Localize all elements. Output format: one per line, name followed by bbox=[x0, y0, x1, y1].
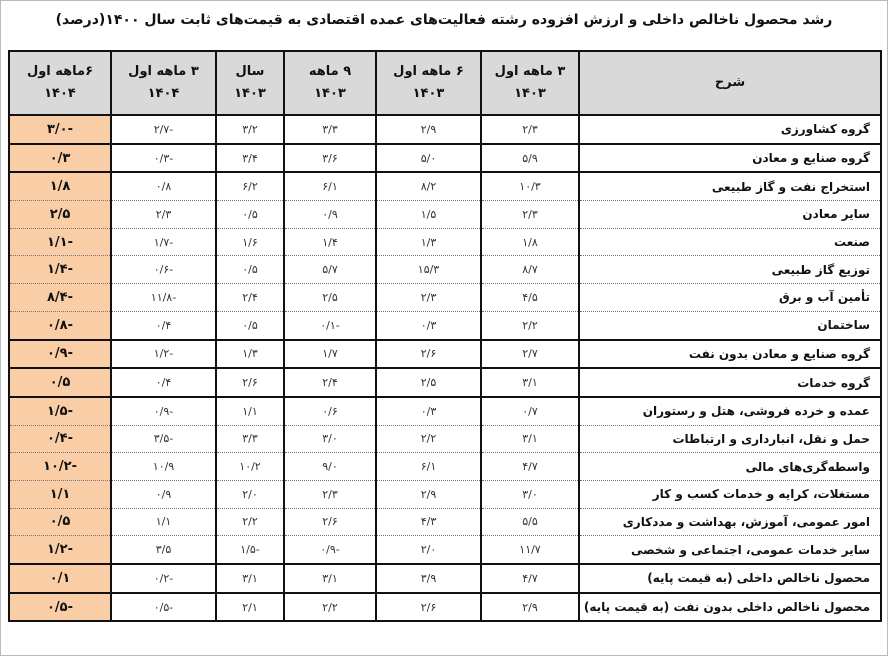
value-cell: ۳/۲ bbox=[216, 115, 284, 144]
value-cell: ۲/۲ bbox=[284, 593, 376, 622]
value-cell: ۰/۸ bbox=[111, 172, 216, 200]
table-row bbox=[9, 284, 881, 312]
row-label: حمل و نقل، انبارداری و ارتباطات bbox=[579, 425, 881, 453]
value-cell: -۱/۴ bbox=[9, 256, 111, 284]
column-header bbox=[579, 51, 881, 115]
row-label: گروه خدمات bbox=[579, 368, 881, 397]
row-label: توزیع گاز طبیعی bbox=[579, 256, 881, 284]
value-cell: ۱/۱ bbox=[111, 508, 216, 536]
value-cell: ۳/۴ bbox=[216, 144, 284, 173]
value-cell: ۹/۰ bbox=[284, 453, 376, 481]
value-cell: ۰/۱ bbox=[9, 564, 111, 593]
value-cell: -۰/۵ bbox=[111, 593, 216, 622]
value-cell: -۱/۵ bbox=[9, 397, 111, 425]
value-cell: ۰/۳ bbox=[376, 311, 481, 339]
row-label: مستغلات، کرایه و خدمات کسب و کار bbox=[579, 480, 881, 508]
value-cell: ۰/۶ bbox=[284, 397, 376, 425]
table-row bbox=[9, 340, 881, 369]
value-cell: ۶/۲ bbox=[216, 172, 284, 200]
value-cell: -۱۰/۲ bbox=[9, 453, 111, 481]
header-year: ۱۴۰۳ bbox=[412, 86, 445, 101]
value-cell: ۲/۶ bbox=[376, 340, 481, 369]
value-cell: ۲/۶ bbox=[216, 368, 284, 397]
value-cell: ۴/۷ bbox=[481, 453, 579, 481]
table-row bbox=[9, 536, 881, 564]
value-cell: ۲/۴ bbox=[284, 368, 376, 397]
row-label: سایر معادن bbox=[579, 201, 881, 229]
table-title: رشد محصول ناخالص داخلی و ارزش افزوده رشته فعالیت‌های عمده اقتصادی به قیمت‌های ثابت سال ۱۴۰۰(درصد) bbox=[55, 12, 833, 28]
value-cell: -۱/۷ bbox=[111, 228, 216, 256]
value-cell: -۱/۵ bbox=[216, 536, 284, 564]
value-cell: ۱/۸ bbox=[9, 172, 111, 200]
value-cell: ۱/۸ bbox=[481, 228, 579, 256]
row-label: گروه صنایع و معادن بدون نفت bbox=[579, 340, 881, 369]
value-cell: ۲/۵ bbox=[284, 284, 376, 312]
value-cell: ۱۰/۹ bbox=[111, 453, 216, 481]
value-cell: -۰/۳ bbox=[111, 144, 216, 173]
table-row bbox=[9, 453, 881, 481]
value-cell: ۲/۵ bbox=[9, 201, 111, 229]
value-cell: -۱/۲ bbox=[9, 536, 111, 564]
value-cell: ۲/۰ bbox=[376, 536, 481, 564]
table-row bbox=[9, 311, 881, 339]
value-cell: ۳/۰ bbox=[284, 425, 376, 453]
header-line-1: ۹ ماهه bbox=[308, 64, 352, 79]
header-line-1: ۶ماهه اول bbox=[26, 64, 94, 79]
table-row bbox=[9, 115, 881, 144]
value-cell: ۰/۵ bbox=[9, 508, 111, 536]
value-cell: ۲/۲ bbox=[376, 425, 481, 453]
value-cell: ۲/۴ bbox=[216, 284, 284, 312]
gdp-growth-table bbox=[8, 50, 882, 622]
row-label: واسطه‌گری‌های مالی bbox=[579, 453, 881, 481]
value-cell: ۲/۳ bbox=[376, 284, 481, 312]
header-year: ۱۴۰۴ bbox=[147, 86, 180, 101]
value-cell: -۰/۶ bbox=[111, 256, 216, 284]
value-cell: ۵/۷ bbox=[284, 256, 376, 284]
value-cell: ۲/۹ bbox=[376, 115, 481, 144]
value-cell: ۴/۷ bbox=[481, 564, 579, 593]
header-line-1: شرح bbox=[714, 75, 746, 90]
value-cell: ۳/۹ bbox=[376, 564, 481, 593]
value-cell: ۰/۴ bbox=[111, 368, 216, 397]
value-cell: ۵/۰ bbox=[376, 144, 481, 173]
table-row bbox=[9, 593, 881, 622]
value-cell: ۳/۳ bbox=[284, 115, 376, 144]
value-cell: ۴/۳ bbox=[376, 508, 481, 536]
header-year: ۱۴۰۳ bbox=[514, 86, 546, 101]
row-label: گروه کشاورزی bbox=[579, 115, 881, 144]
value-cell: -۱/۱ bbox=[9, 228, 111, 256]
table-row bbox=[9, 564, 881, 593]
header-line-1: سال bbox=[235, 64, 265, 79]
value-cell: -۰/۴ bbox=[9, 425, 111, 453]
value-cell: ۲/۲ bbox=[216, 508, 284, 536]
row-label: عمده و خرده فروشی، هتل و رستوران bbox=[579, 397, 881, 425]
value-cell: ۲/۳ bbox=[481, 115, 579, 144]
value-cell: ۳/۱ bbox=[481, 425, 579, 453]
value-cell: ۱/۱ bbox=[9, 480, 111, 508]
value-cell: ۳/۱ bbox=[284, 564, 376, 593]
value-cell: ۰/۵ bbox=[216, 311, 284, 339]
value-cell: ۰/۹ bbox=[111, 480, 216, 508]
value-cell: ۲/۳ bbox=[284, 480, 376, 508]
value-cell: -۱۱/۸ bbox=[111, 284, 216, 312]
row-label: محصول ناخالص داخلی بدون نفت (به قیمت پایه) bbox=[579, 593, 881, 622]
value-cell: -۳/۰ bbox=[9, 115, 111, 144]
table-row bbox=[9, 228, 881, 256]
value-cell: ۱/۱ bbox=[216, 397, 284, 425]
value-cell: ۳/۱ bbox=[481, 368, 579, 397]
value-cell: -۳/۵ bbox=[111, 425, 216, 453]
column-header bbox=[9, 51, 111, 115]
value-cell: -۸/۴ bbox=[9, 284, 111, 312]
column-header bbox=[284, 51, 376, 115]
header-line-1: ۶ ماهه اول bbox=[393, 64, 464, 79]
value-cell: ۱/۵ bbox=[376, 201, 481, 229]
value-cell: ۲/۷ bbox=[481, 340, 579, 369]
table-row bbox=[9, 144, 881, 173]
value-cell: ۱/۳ bbox=[376, 228, 481, 256]
table-row bbox=[9, 397, 881, 425]
value-cell: ۰/۴ bbox=[111, 311, 216, 339]
header-line-1: ۳ ماهه اول bbox=[494, 64, 566, 79]
value-cell: -۱/۲ bbox=[111, 340, 216, 369]
value-cell: ۰/۹ bbox=[284, 201, 376, 229]
row-label: صنعت bbox=[579, 228, 881, 256]
table-row bbox=[9, 201, 881, 229]
value-cell: -۰/۵ bbox=[9, 593, 111, 622]
value-cell: ۶/۱ bbox=[284, 172, 376, 200]
value-cell: ۰/۳ bbox=[376, 397, 481, 425]
value-cell: -۰/۹ bbox=[111, 397, 216, 425]
row-label: تأمین آب و برق bbox=[579, 284, 881, 312]
value-cell: ۴/۵ bbox=[481, 284, 579, 312]
value-cell: ۱۰/۳ bbox=[481, 172, 579, 200]
header-line-1: ۳ ماهه اول bbox=[128, 64, 199, 79]
value-cell: -۰/۸ bbox=[9, 311, 111, 339]
value-cell: ۳/۱ bbox=[216, 564, 284, 593]
row-label: محصول ناخالص داخلی (به قیمت پایه) bbox=[579, 564, 881, 593]
value-cell: ۲/۰ bbox=[216, 480, 284, 508]
value-cell: ۳/۵ bbox=[111, 536, 216, 564]
value-cell: ۸/۲ bbox=[376, 172, 481, 200]
value-cell: ۰/۷ bbox=[481, 397, 579, 425]
value-cell: ۵/۹ bbox=[481, 144, 579, 173]
row-label: گروه صنایع و معادن bbox=[579, 144, 881, 173]
value-cell: ۲/۱ bbox=[216, 593, 284, 622]
value-cell: ۲/۳ bbox=[481, 201, 579, 229]
value-cell: ۱/۴ bbox=[284, 228, 376, 256]
table-row bbox=[9, 425, 881, 453]
value-cell: ۰/۳ bbox=[9, 144, 111, 173]
row-label: ساختمان bbox=[579, 311, 881, 339]
header-year: ۱۴۰۳ bbox=[234, 86, 266, 101]
value-cell: -۰/۲ bbox=[111, 564, 216, 593]
value-cell: ۲/۲ bbox=[481, 311, 579, 339]
value-cell: ۶/۱ bbox=[376, 453, 481, 481]
value-cell: -۰/۱ bbox=[284, 311, 376, 339]
header-year: ۱۴۰۳ bbox=[314, 86, 346, 101]
table-row bbox=[9, 368, 881, 397]
value-cell: ۲/۶ bbox=[376, 593, 481, 622]
table-row bbox=[9, 480, 881, 508]
value-cell: ۳/۶ bbox=[284, 144, 376, 173]
row-label: سایر خدمات عمومی، اجتماعی و شخصی bbox=[579, 536, 881, 564]
column-header bbox=[376, 51, 481, 115]
value-cell: ۱/۷ bbox=[284, 340, 376, 369]
table-row bbox=[9, 256, 881, 284]
value-cell: ۰/۵ bbox=[216, 256, 284, 284]
value-cell: ۱/۳ bbox=[216, 340, 284, 369]
column-header bbox=[111, 51, 216, 115]
column-header bbox=[481, 51, 579, 115]
value-cell: ۳/۳ bbox=[216, 425, 284, 453]
value-cell: ۳/۰ bbox=[481, 480, 579, 508]
header-year: ۱۴۰۴ bbox=[44, 86, 76, 101]
value-cell: ۲/۵ bbox=[376, 368, 481, 397]
table-row bbox=[9, 172, 881, 200]
value-cell: ۲/۳ bbox=[111, 201, 216, 229]
value-cell: ۵/۵ bbox=[481, 508, 579, 536]
value-cell: ۱/۶ bbox=[216, 228, 284, 256]
table-row bbox=[9, 508, 881, 536]
value-cell: ۸/۷ bbox=[481, 256, 579, 284]
value-cell: ۱۵/۳ bbox=[376, 256, 481, 284]
value-cell: -۰/۹ bbox=[9, 340, 111, 369]
value-cell: ۱۰/۲ bbox=[216, 453, 284, 481]
column-header bbox=[216, 51, 284, 115]
value-cell: ۰/۵ bbox=[9, 368, 111, 397]
value-cell: ۲/۹ bbox=[376, 480, 481, 508]
value-cell: ۱۱/۷ bbox=[481, 536, 579, 564]
value-cell: -۰/۹ bbox=[284, 536, 376, 564]
value-cell: -۲/۷ bbox=[111, 115, 216, 144]
row-label: امور عمومی، آموزش، بهداشت و مددکاری bbox=[579, 508, 881, 536]
value-cell: ۰/۵ bbox=[216, 201, 284, 229]
row-label: استخراج نفت و گاز طبیعی bbox=[579, 172, 881, 200]
value-cell: ۲/۶ bbox=[284, 508, 376, 536]
value-cell: ۲/۹ bbox=[481, 593, 579, 622]
